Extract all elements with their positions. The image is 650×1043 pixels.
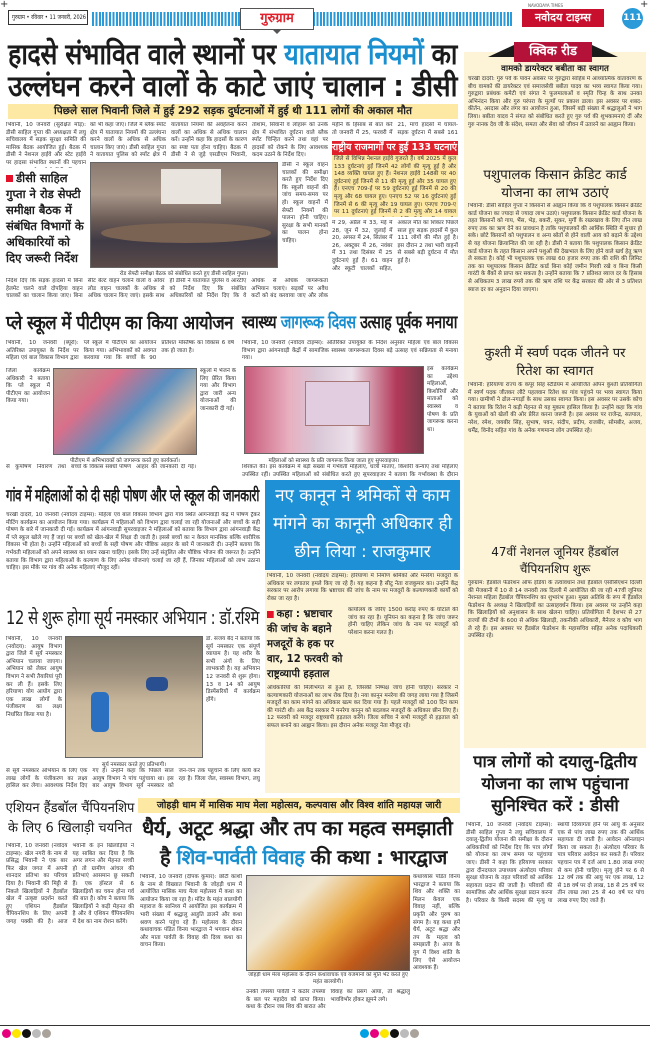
ptm-headline bbox=[6, 309, 234, 337]
ribbon-left-icon bbox=[488, 45, 514, 57]
headline-part: उत्साह पूर्वक मनाया bbox=[355, 312, 457, 333]
surya-bottom-text: से सूर्य नमस्कार अभियान के लिए एक लाख लोगों के पंजीकरण का लक्ष्य हासिल कर लेगा। आवश्यक निर्देश दिए गए हैं। उन्होंने कहा कि पिछले साल आयुष विभाग ने पांच पहुंचाया था। इस बार आयुष विभाग सूर्य नमस्कार को जन-जन तक पहुंचाने के लिए कार्य कर रहा है। जिला जेल, स्वास्थ्य विभाग, लघु bbox=[6, 768, 260, 790]
johdi-right-column: कथाव्यास पंडित विनय भारद्वाज ने बताया कि शिव और शक्ति का मिलन केवल एक विवाह नहीं, बल्कि प्रकृति और पुरुष का संगम है। यह कथा हमें धैर्य, अटूट श्रद्धा और तप के महत्व को समझाती है। आज के युग में विश्व शांति के लिए ऐसे आयोजन आवश्यक हैं। bbox=[413, 874, 460, 972]
labour-headline-box bbox=[265, 480, 460, 570]
dayalu-body: भिवानी, 10 जनवरी (नवोदय टाइम्स): डीसी साहिल गुप्ता ने लघु सचिवालय में दयालु-द्वितीय योजना की समीक्षा के दौरान अधिकारियों को निर्देश दिए कि पात्र लोगों को योजना का लाभ समय पर पहुंचाया जाए। डीसी ने कहा कि हरियाणा सरकार द्वारा दीनदयाल उपाध्याय अंत्योदय परिवार सुरक्षा योजना के तहत परिवारों को आर्थिक सहायता प्रदान की जाती है। परिवारों की सामाजिक और आर्थिक सुरक्षा प्रदान करना है। परिवार के किसी सदस्य की मृत्यु या स्थायी दिव्यांगता होने पर आयु के अनुसार एक से पांच लाख रुपए तक की आर्थिक सहायता दी जाती है। आवेदन ऑनलाइन किया जा सकता है। अंत्योदय परिवार के पात्र परिवार आवेदन कर सकते हैं। परिवार पहचान पत्र में दर्ज आय 1.80 लाख रुपए से कम होनी चाहिए। मृत्यु होने पर 6 से 12 वर्ष तक की आयु पर एक लाख, 12 से 18 वर्ष पर दो लाख, 18 से 25 वर्ष पर तीन लाख तथा 25 से 40 वर्ष पर पांच लाख रुपए दिए जाते हैं। bbox=[466, 822, 644, 904]
fit-wrapper bbox=[6, 170, 86, 266]
footer-rule bbox=[0, 1025, 650, 1026]
health-intro: भिवानी, 10 जनवरी (नवोदय टाइम्स): अतिरिक्त उपायुक्त के निर्देश अनुसार महिला एवं बाल विकास विभाग द्वारा आंगनवाड़ी केंद्रों में सामाजिक स्वास्थ्य जागरूकता दिवस बड़े उत्साह एवं सक्रियता से मनाया गया। bbox=[242, 340, 458, 362]
quick-story4-title bbox=[466, 544, 644, 579]
temple-photo bbox=[246, 875, 410, 971]
fit-wrapper: धैर्य, अटूट श्रद्धा और तप का महत्व समझाती bbox=[142, 816, 453, 840]
fit-wrapper: राष्ट्रीय राजमार्गों पर हुई 133 घटनाएं bbox=[332, 142, 457, 153]
ptm-intro: भिवानी, 10 जनवरी (ब्यूरो): अतिरिक्त उपायुक्त के निर्देश पर महिला एवं बाल विकास विभाग द्वारा प्ले स्कूल में पीटीएम का आयोजन किया गया। अभिभावकों को अवगत करवाया गया कि बच्चों के 90 प्रतिशत मस्तिष्क का विकास 6 वर्ष तक हो जाता है। bbox=[6, 340, 234, 362]
photo-table bbox=[101, 223, 271, 243]
photo-poster bbox=[305, 381, 370, 426]
quick-read-title bbox=[514, 42, 592, 62]
fit-wrapper: नए कानून ने श्रमिकों से काम मांगने का कानूनी अधिकार ही छीन लिया : राजकुमार bbox=[272, 486, 453, 562]
red-bullet-icon bbox=[267, 611, 274, 618]
fit-wrapper bbox=[8, 38, 457, 71]
labour-bullet-headline bbox=[267, 607, 345, 683]
fit-wrapper: गांव में महिलाओं को दी सही पोषण और प्ले स्कूल की जानकारी bbox=[6, 486, 259, 506]
fit-wrapper bbox=[160, 843, 447, 871]
health-headline bbox=[242, 309, 458, 337]
color-dot-magenta bbox=[370, 1029, 379, 1038]
newspaper-logo bbox=[522, 9, 604, 27]
temple-photo-caption: जोहड़ी धाम मेला महोत्सव के दौरान कथावाचक एवं यजमानों को मूर्ति भेंट करते हुए महंत बालयोगी। bbox=[248, 972, 408, 985]
quick-story1-title bbox=[466, 63, 644, 75]
johdi-kicker bbox=[138, 798, 460, 813]
bullet-text: कहा : भ्रष्टाचार की जांच के बहाने मजदूरों के हक पर वार, 12 फरवरी को राष्ट्रव्यापी हड़ताल bbox=[267, 608, 343, 680]
health-photo-caption: महिलाओं को स्वास्थ्य के प्रति जागरूक किया जाता हुए सुपरवाइजर। bbox=[268, 458, 400, 464]
ptm-photo-caption: पीटीएम में अभिभावकों को जागरूक करते हुए कार्यकर्ता। bbox=[70, 458, 180, 464]
health-photo bbox=[244, 366, 424, 454]
lead-right-bottom-text: में 29, अप्रैल में 33, मई में 28, जून में 32, जुलाई में 20, अगस्त में 24, सितंबर में 26, अक्टूबर में 26, नवंबर में 31 तथा दिसंबर में 25 दुर्घटनाएं हुई हैं। 61 वाहन और स्कूटी चालकों सहित, अकाल मौत का शिकार पिछले साल हुए सड़क हादसों में कुल 111 लोगों की मौत हुई है। इस दौरान 2 तथा भारी वाहनों से सबसे बड़ी दुर्घटना में मौत हुई है। bbox=[332, 220, 458, 272]
lead-right-top-text: महीने के हिसाब से बात करें तो जनवरी में 25, फरवरी में 21, मार्च हादसों में घायल-सड़क दुर्घटना में सबसे 161 bbox=[332, 122, 458, 136]
fit-wrapper: गुरुग्राम • रविवार • 11 जनवरी, 2026 bbox=[12, 14, 86, 21]
ptm-photo bbox=[53, 368, 197, 455]
fit-wrapper bbox=[242, 309, 457, 337]
labour-body: अधिकारियों की मिलीभगत से हुआ है, जिसकी निष्पक्ष जांच होनी चाहिए। सरकार ने कल्याणकारी योजनाओं का लाभ रोक दिया है। नया कानून मनरेगा की जगह लाया गया है जिसमें मजदूरों का काम मांगने का अधिकार खत्म कर दिया गया है। पहले मजदूरों को 100 दिन काम की गारंटी थी। अब केंद्र सरकार ने मनरेगा कानून को बदलकर मजदूरों के अधिकार छीन लिए हैं। 12 फरवरी को मजदूर राष्ट्रव्यापी हड़ताल करेंगे। जिला सचिव ने सभी मजदूरों से हड़ताल को सफल बनाने का आह्वान किया। इस दौरान अनेक मजदूर नेता मौजूद रहे। bbox=[267, 685, 458, 729]
quick-story2-title bbox=[466, 166, 644, 202]
dayalu-headline bbox=[464, 751, 646, 819]
fit-wrapper: पशुपालक किसान क्रेडिट कार्ड योजना का लाभ उठाएं bbox=[483, 167, 627, 201]
fit-wrapper: एशियन हैंडबॉल चैंपियनशिप के लिए 6 खिलाड़ी चयनित bbox=[5, 800, 135, 836]
section-pointer-icon bbox=[272, 29, 282, 34]
johdi-left-column: भिवानी, 10 जनवरी (दीपक कुमार): छोटी काशी के नाम से विख्यात भिवानी के जोहड़ी धाम में आयोजित मासिक माघ मेला महोत्सव में कथा का आयोजन किया जा रहा है। मंदिर के महंत बालयोगी महाराज के सानिध्य में आयोजित इस कार्यक्रम में भारी संख्या में श्रद्धालु आहुति डालने और कथा श्रवण करने पहुंच रहे हैं। महोत्सव के दौरान कथावाचक पंडित विनय भारद्वाज ने भगवान शंकर और माता पार्वती के विवाह की दिव्य कथा का वाचन किया। bbox=[140, 874, 242, 949]
health-bottom-text: शिरकत की। इस कार्यक्रम में बड़ी संख्या में गर्भवती महिलाएं, धात्री माताएं, किशोरी कन्याएं तथा महिलाएं उपस्थित रहीं। उपस्थित महिलाओं को संबोधित करते हुए सुपरवाइजर ने बताया कि गर्भावस्था के दौरान bbox=[242, 464, 458, 477]
fit-wrapper: पात्र लोगों को दयालु-द्वितीय योजना का लाभ पहुंचाना सुनिश्चित करें : डीसी bbox=[473, 752, 637, 815]
fit-wrapper: पिछले साल भिवानी जिले में हुई 292 सड़क दुर्घटनाओं में हुई थी 111 लोगों की अकाल मौत bbox=[54, 105, 412, 117]
fit-wrapper: गुरुग्राम bbox=[260, 11, 294, 26]
lead-intro-text: भिवानी, 10 जनवरी (सुरक्षित मोड़): डीसी साहिल गुप्ता की अध्यक्षता में लघु सचिवालय में सड़क सुरक्षा समिति की मासिक बैठक आयोजित हुई। बैठक में डीसी ने नेशनल हाईवे और स्टेट हाईवे पर हादसा संभावित स्थानों की पहचान bbox=[6, 122, 86, 166]
fit-wrapper: 12 से शुरू होगा सूर्य नमस्कार अभियान : डॉ.रश्मि bbox=[6, 607, 259, 629]
fit-wrapper: नवोदय टाइम्स bbox=[535, 11, 591, 24]
yoga-photo bbox=[65, 636, 203, 758]
headline-highlight: जागरूक दिवस bbox=[280, 312, 356, 333]
photo-person bbox=[146, 677, 168, 691]
quick-story4-body: गुरुग्राम: हैंडबॉल फेडरेशन ऑफ इंडिया के तत्वावधान तथा हैंडबॉल एसोसिएशन दिल्ली की मेजबानी में 10 से 14 जनवरी तक दिल्ली में आयोजित की जा रही 47वीं जूनियर नेशनल महिला हैंडबॉल चैंपियनशिप का शुभारंभ हुआ। मुख्य अतिथि के रूप में हैंडबॉल फेडरेशन के अध्यक्ष ने खिलाड़ियों का उत्साहवर्धन किया। इस अवसर पर उन्होंने कहा कि खिलाड़ियों को अनुशासन के साथ खेलना चाहिए। प्रतियोगिता में देशभर से 27 राज्यों की टीमों के 600 से अधिक खिलाड़ी, तकनीकी अधिकारी, मैनेजर व कोच भाग ले रहे हैं। इस अवसर पर हैंडबॉल फेडरेशन के महासचिव सहित अनेक पदाधिकारी उपस्थित रहे। bbox=[468, 580, 642, 640]
fit-wrapper bbox=[267, 607, 345, 682]
highway-box-title bbox=[332, 141, 458, 155]
ptm-left-column: जिला कार्यक्रम अधिकारी ने बताया कि प्ले स्कूल में पीटीएम का आयोजन किया गया। bbox=[6, 368, 50, 405]
quick-story3-title bbox=[466, 345, 644, 381]
dateline bbox=[8, 10, 88, 25]
surya-left-column: भिवानी, 10 जनवरी (नवोदय): आयुष विभाग द्वारा जिले में सूर्य नमस्कार अभियान चलाया जाएगा। अभियान को लेकर आयुष विभाग ने सभी तैयारियां पूरी कर ली हैं। इसके लिए हरियाणा योग आयोग द्वारा एक लाख लोगों के पंजीकरण का लक्ष्य निर्धारित किया गया है। bbox=[6, 636, 62, 718]
handball-body: भिवानी, 10 जनवरी (नवोदय टाइम्स): खेल नगरी के नाम से प्रसिद्ध भिवानी ने एक बार फिर खेल जगत में अपनी शानदार प्रतिभा का परिचय दिया है। भिवानी की मिट्टी से निकले खिलाड़ियों ने हैंडबॉल खेल में उत्कृष्ट प्रदर्शन करते हुए एशियन हैंडबॉल चैंपियनशिप के लिए अपनी जगह पक्की की है। आज भवानी के इन खिलाड़ियों ने यह साबित कर दिया है कि अगर लगन और मेहनत सच्ची हो तो ग्रामीण आंचल की प्रतिभाएं आसमान छू सकती हैं। एक हॉस्टल से 6 खिलाड़ियों का चयन होना गर्व की बात है। कोच ने बताया कि खिलाड़ियों ने कड़ी मेहनत की है और वे एशियन चैंपियनशिप में देश का नाम रोशन करेंगे। bbox=[6, 843, 134, 925]
village-headline bbox=[6, 482, 260, 510]
meeting-photo bbox=[90, 162, 278, 268]
logo-small: NAVODAYA TIMES bbox=[528, 3, 564, 8]
labour-intro: भिवानी, 10 जनवरी (नवोदय टाइम्स): हरियाणा में निर्माण श्रमिकों और मनरेगा मजदूरों के अधिकार पर लगातार हमले किए जा रहे हैं। यह कहना है सीटू नेता राजकुमार का। उन्होंने केंद्र सरकार पर आरोप लगाया कि भ्रष्टाचार की जांच के नाम पर मजदूरों के कल्याणकारी कार्यों को रोका जा रहा है। bbox=[267, 573, 458, 602]
lead-subheadline bbox=[8, 104, 458, 119]
color-dot-magenta bbox=[2, 1029, 11, 1038]
fit-wrapper: जोहड़ी धाम में मासिक माघ मेला महोत्सव, कल्पवास और विश्व शांति महायज्ञ जारी bbox=[156, 800, 442, 811]
meeting-photo-caption: रोड सेफ्टी समीक्षा बैठक को संबोधित करते हुए डीसी साहिल गुप्ता। bbox=[119, 271, 249, 277]
section-label bbox=[240, 8, 314, 30]
health-side-column: इस कार्यक्रम का उद्देश्य महिलाओं, किशोरियों और माताओं को स्वास्थ्य व पोषण के प्रति जागरूक करना था। bbox=[427, 366, 458, 433]
color-dot-cyan bbox=[360, 1029, 369, 1038]
ptm-bottom-text: से कुपोषण निवारण तथा बच्चों के विकास संबंधी पोषण आहार की जानकारी दी गई। bbox=[6, 464, 196, 470]
photo-person bbox=[91, 692, 109, 732]
fit-wrapper: कुश्ती में स्वर्ण पदक जीतने पर रितेश का स्वागत bbox=[484, 346, 626, 379]
ribbon-right-icon bbox=[592, 45, 618, 57]
quick-story2-body: भिवानी: डीसी साहिल गुप्ता ने किसानों से आह्वान किया कि वे पशुपालक किसान क्रेडिट कार्ड योजना का ज्यादा से ज्यादा लाभ उठाएं। पशुपालक किसान क्रेडिट कार्ड योजना के तहत किसानों को गाय, भैंस, भेड़, बकरी, सूकर, मुर्गी के रखरखाव के लिए तीन लाख रुपए तक का ऋण देने का प्रावधान है ताकि पशुपालकों की आर्थिक स्थिति में सुधार हो सके। छोटे किसानों को पशुपालन व अन्य स्रोतों से होने वाली आय को बढ़ाने के उद्देश्य से यह योजना क्रियान्वित की जा रही है। डीसी ने बताया कि पशुपालक किसान क्रेडिट कार्ड योजना के तहत किसान अपने पशुओं की देखभाल के लिए होने वाले खर्च हेतु ऋण ले सकता है। कोई भी पशुपालक एक लाख 60 हजार रुपए तक की राशि की लिमिट तक का पशुपालक किसान क्रेडिट कार्ड बिना कोई जमीन गिरवी रखे व बिना किसी गारंटी के बैंकों से प्राप्त कर सकता है। उन्होंने बताया कि 7 प्रतिशत ब्याज दर के हिसाब से अधिकतम 3 लाख रुपये तक की ऋण राशि पर केंद्र सरकार की ओर से 3 प्रतिशत ब्याज दर का अनुदान दिया जाएगा। bbox=[468, 203, 642, 293]
johdi-mid-text: उनकी तपस्या पार्वती ने कठोर तपस्या के बल पर महादेव को प्राप्त किया। कथा के दौरान जब शिव की बारात और विवाह का प्रसंग आया, तो श्रद्धालु भावविभोर होकर झूमने लगे। bbox=[246, 989, 410, 1011]
lead-top-columns: को भी कहा जाए। जिले में ब्लैक स्पॉट क्षेत्र में यातायात नियमों की उल्लंघना करने वालों के अधिक से अधिक चालान किए जाएं। डीसी साहिल गुप्ता ने यातायात पुलिस को स्पॉट क्षेत्र में यातायात नियमों की अवहेलना करने वालों का अधिक से अधिक चालान करें। उन्होंने कहा कि हादसों के कारण का स्पष्ट पता होना चाहिए। बैठक में डीसी ने से जुड़े एसडीएम भिवानी, तोशाम, सिवानी व लोहारू को उनके क्षेत्र में संभावित दुर्घटना वाले ब्लैक स्पॉट चिन्हित करने तथा वहां पर हादसों को रोकने के लिए आवश्यक कदम उठाने के निर्देश दिए। bbox=[90, 122, 328, 159]
color-dot-yellow bbox=[12, 1029, 21, 1038]
fit-wrapper: क्विक रीड bbox=[529, 44, 577, 59]
village-body: चरखी दादरी, 10 जनवरी (नवोदय टाइम्स): महिला एवं बाल विकास विभाग द्वारा गांव स्थित आंगनवाड़ी केंद्र में पोषण ट्रैकर मीटिंग कार्यक्रम का आयोजन किया गया। कार्यक्रम में महिलाओं को विभाग द्वारा चलाई जा रही योजनाओं और बच्चों के सही पोषण के बारे में जानकारी दी गई। कार्यक्रम में आंगनवाड़ी सुपरवाइजर ने महिलाओं को बताया कि विभाग द्वारा आंगनवाड़ी केंद्र में प्ले स्कूल खोले गए हैं जहां पर बच्चों को खेल-खेल में शिक्षा दी जाती है। इससे बच्चों का न केवल मानसिक बल्कि शारीरिक विकास भी होता है। उन्होंने महिलाओं को बच्चों के सही पोषण और पौष्टिक आहार के बारे में जानकारी दी। उन्होंने बताया कि गर्भवती महिलाओं को अपने स्वास्थ्य का ध्यान रखना चाहिए। इसके लिए उन्हें संतुलित और पौष्टिक भोजन की जरूरत है। उन्होंने बताया कि विभाग द्वारा महिलाओं के कल्याण के लिए अनेक योजनाएं चलाई जा रही हैं, जिनका महिलाओं को लाभ उठाना चाहिए। इस मौके पर गांव की अनेक महिलाएं मौजूद रहीं। bbox=[6, 512, 260, 572]
headline-part: हादसे संभावित वाले स्थानों पर bbox=[8, 37, 285, 71]
color-dot-gray bbox=[42, 1029, 51, 1038]
fit-wrapper: उल्लंघन करने वालों के काटे जाएं चालान : डीसी bbox=[8, 69, 457, 103]
ptm-right-column: स्कूलों में भेजने के लिए प्रेरित किया गया और विभाग द्वारा जारी अन्य योजनाओं की जानकारी दी गई। bbox=[200, 368, 236, 412]
headline-highlight: यातायात नियमों bbox=[284, 37, 424, 71]
yoga-photo-caption: सूर्य नमस्कार करते हुए प्रतिभागी। bbox=[101, 762, 167, 768]
crop-mark: + bbox=[640, 0, 649, 10]
lead-headline-line1 bbox=[8, 38, 458, 71]
color-dot-black bbox=[22, 1029, 31, 1038]
lead-headline-line2 bbox=[8, 70, 458, 103]
surya-headline bbox=[6, 604, 260, 632]
surya-right-column: डॉ. संजय बैद ने बताया कि सूर्य नमस्कार एक संपूर्ण व्यायाम है। यह शरीर के सभी अंगों के लिए लाभकारी है। यह अभियान 12 जनवरी से शुरू होगा। 13 व 14 को आयुष डिस्पेंसरियों में कार्यक्रम होंगे। bbox=[206, 636, 260, 703]
color-dot-gray bbox=[410, 1029, 419, 1038]
color-dot-yellow bbox=[380, 1029, 389, 1038]
fit-wrapper: वामको डायरेक्टर बबीता का स्वागत bbox=[501, 64, 609, 74]
headline-part: का bbox=[423, 37, 457, 71]
color-dot-black bbox=[390, 1029, 399, 1038]
fit-wrapper: प्ले स्कूल में पीटीएम का किया आयोजन bbox=[6, 312, 233, 334]
color-dot-gray bbox=[400, 1029, 409, 1038]
headline-part: है bbox=[160, 845, 177, 869]
photo-banner bbox=[161, 169, 221, 204]
red-bullet-icon bbox=[6, 175, 13, 182]
johdi-headline-line1 bbox=[142, 814, 458, 842]
labour-side-text: कार्यालय के जरिए 1500 करोड़ रुपए के घोटाले की जांच का रहा है। यूनियन का कहना है कि जांच जरूर होनी चाहिए लेकिन जांच के नाम पर मजदूरों को परेशान करना गलत है। bbox=[348, 607, 458, 636]
headline-part: स्वास्थ्य bbox=[242, 312, 281, 333]
johdi-headline-line2 bbox=[160, 843, 458, 871]
lead-side-column: डीसी ने स्कूल वाहन चालकों की समीक्षा करते हुए निर्देश दिए कि स्कूली वाहनों की जांच समय-समय पर हो। स्कूल वाहनों में सेफ्टी नियमों की पालना होनी चाहिए। सुरक्षा के सभी मानकों का पालन होना चाहिए। bbox=[282, 162, 328, 244]
headline-part: की कथा : भारद्वाज bbox=[304, 845, 447, 869]
highway-box-text: जिले से विभिन्न नेशनल हाईवे गुजरते हैं। वर्ष 2025 में कुल 133 दुर्घटनाएं हुईं जिनमें 42 लोगों की मृत्यु हुई है और 148 व्यक्ति घायल हुए हैं। नेशनल हाईवे 148बी पर 40 दुर्घटनाएं हुई जिनमें से 11 की मृत्यु हुई और 35 घायल हुए हैं। एनएच 709-ई पर 59 दुर्घटनाएं हुई जिनमें से 20 की मृत्यु और 68 घायल हुए। एनएच 52 पर 16 दुर्घटनाएं हुई जिनमें से 6 की मृत्यु और 19 घायल हुए। एनएच 709-ए पर 11 दुर्घटनाएं हुई जिनमें से 2 की मृत्यु और 14 घायल bbox=[334, 156, 456, 216]
handball-headline bbox=[4, 798, 136, 840]
lead-bullet-headline bbox=[6, 170, 86, 270]
quick-story3-body: भिवानी: हरियाणा राज्य के कपूर सिंह स्टेडियम में आयोजित ओपन कुश्ती प्रतियोगिता में स्वर्ण पदक जीतकर लौटे पहलवान रितेश का गांव पहुंचने पर भव्य स्वागत किया गया। ग्रामीणों ने ढोल-नगाड़ों के साथ उसका स्वागत किया। इस अवसर पर उसके कोच ने बताया कि रितेश ने कड़ी मेहनत से यह मुकाम हासिल किया है। उन्होंने कहा कि गांव के युवाओं को खेलों की ओर प्रेरित करना जरूरी है। इस अवसर पर राजेन्द्र, सतपाल, नरेश, रमेश, जयबीर सिंह, सुभाष, पवन, संदीप, प्रदीप, राजबीर, सोमबीर, अजय, धर्मेंद्र, विनोद सहित गांव के अनेक गणमान्य लोग उपस्थित रहे। bbox=[468, 382, 642, 434]
bullet-text: डीसी साहिल गुप्ता ने रोड सेफ्टी समीक्षा बैठक में संबंधित विभागों के अधिकारियों को दिए जरूरी निर्देश bbox=[6, 171, 84, 265]
quick-story1-body: चरखी दादरी: गुरु पर्व के पावन अवसर पर गुरुद्वारा साहिब में आध्यात्मिक वातावरण के बीच वामको की डायरेक्टर एवं समाजसेवी बबीता यादव का भव्य स्वागत किया गया। गुरुद्वारा प्रबंधक कमेटी एवं संगत ने फूलमालाओं व स्मृति चिन्ह के साथ उनका अभिनंदन किया और गुरु परंपरा के मूल्यों पर प्रकाश डाला। इस अवसर पर शबद-कीर्तन, अरदास और लंगर का आयोजन हुआ, जिसमें बड़ी संख्या में श्रद्धालुओं ने भाग लिया। बबीता यादव ने संगत को संबोधित करते हुए गुरु पर्व की शुभकामनाएं दीं और गुरु नानक देव जी के संदेश, समता और सेवा को जीवन में उतारने का आह्वान किया। bbox=[468, 76, 642, 128]
crop-mark: + bbox=[0, 0, 9, 10]
color-dot-gray bbox=[32, 1029, 41, 1038]
page-number: 111 bbox=[622, 8, 643, 29]
headline-highlight: शिव-पार्वती विवाह bbox=[176, 845, 305, 869]
fit-wrapper: 47वीं नेशनल जूनियर हैंडबॉल चैंपियनशिप शुरू bbox=[491, 545, 619, 576]
lead-bottom-columns: निर्देश दिए कि सड़क हादसों में बिना हेलमेट चलने वाले दोपहिया वाहन चालकों का चालान किया जाए। बिना सीट बेल्ट वाहन चलाने वालों व ओवर लोड वाहन चालकों के अधिक से अधिक चालान किए जाएं। इसके साथ ही डीसी ने यातायात पुलिस व आरटीए को निर्देश दिए कि संबंधित अधिकारियों को निर्देश दिए कि वे अधिक से अधिक जागरूकता अभियान चलाएं। सड़कों पर अवैध कटों को बंद करवाया जाए और लोक bbox=[6, 278, 328, 300]
